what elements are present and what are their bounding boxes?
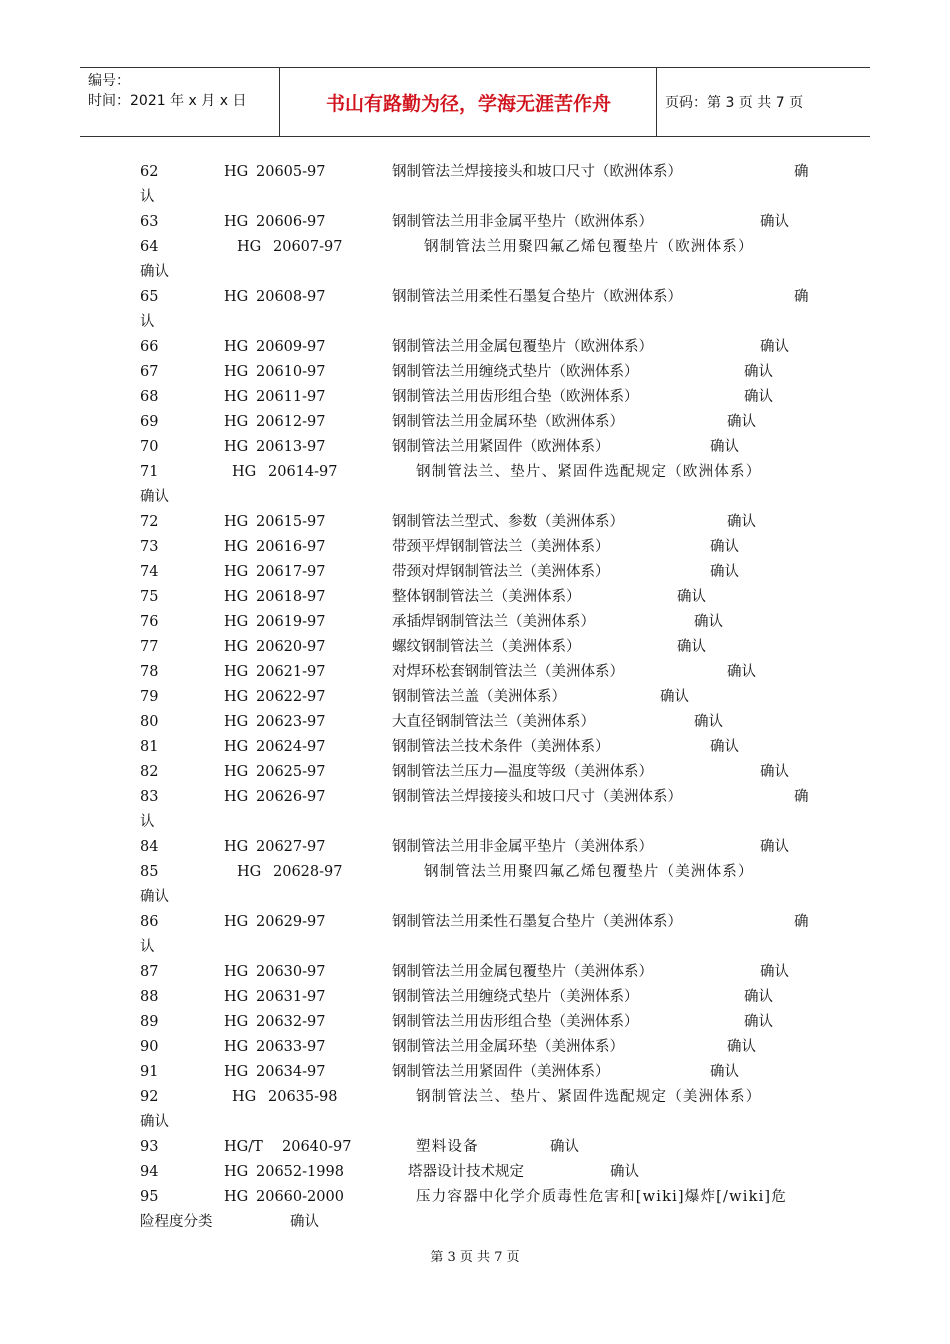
standard-prefix: HG [224, 514, 249, 530]
standard-code: 20630-97 [256, 964, 326, 980]
standard-title: 带颈平焊钢制管法兰（美洲体系） [392, 539, 610, 555]
standard-prefix: HG [232, 1089, 257, 1105]
continuation-text: 确认 [140, 264, 169, 280]
standard-prefix: HG [224, 539, 249, 555]
standard-title: 钢制管法兰用金属环垫（欧洲体系） [392, 414, 624, 430]
item-number: 78 [140, 664, 159, 680]
list-item-continuation [140, 810, 812, 835]
item-number: 75 [140, 589, 159, 605]
standard-code: 20660-2000 [256, 1189, 344, 1205]
standard-code: 20622-97 [256, 689, 326, 705]
item-number: 93 [140, 1139, 159, 1155]
standard-prefix: HG [224, 1039, 249, 1055]
standard-prefix: HG [224, 414, 249, 430]
standard-prefix: HG [224, 614, 249, 630]
item-number: 92 [140, 1089, 159, 1105]
item-number: 71 [140, 464, 159, 480]
item-number: 95 [140, 1189, 159, 1205]
standard-title: 塔器设计技术规定 [408, 1164, 524, 1180]
list-item [140, 1035, 812, 1060]
list-item-continuation [140, 1110, 812, 1135]
standard-title: 钢制管法兰用聚四氟乙烯包覆垫片（美洲体系） [424, 864, 754, 880]
standard-code: 20605-97 [256, 164, 326, 180]
standard-title: 钢制管法兰用缠绕式垫片（欧洲体系） [392, 364, 639, 380]
list-item [140, 235, 812, 285]
standard-title: 大直径钢制管法兰（美洲体系） [392, 714, 595, 730]
list-item [140, 435, 812, 460]
standard-prefix: HG [224, 1064, 249, 1080]
status-label: 确认 [760, 964, 789, 980]
continuation-text: 认 [140, 814, 155, 830]
list-item [140, 835, 812, 860]
standard-title: 带颈对焊钢制管法兰（美洲体系） [392, 564, 610, 580]
status-label: 确认 [710, 539, 739, 555]
standard-code: 20632-97 [256, 1014, 326, 1030]
status-label: 确 [794, 789, 809, 805]
list-item [140, 735, 812, 760]
list-item-row [140, 785, 812, 810]
standard-prefix: HG [224, 914, 249, 930]
standard-prefix: HG/T [224, 1139, 263, 1155]
status-label: 确认 [677, 639, 706, 655]
standard-prefix: HG [224, 1164, 249, 1180]
list-item [140, 960, 812, 985]
standard-title: 钢制管法兰用金属包覆垫片（美洲体系） [392, 964, 653, 980]
standard-prefix: HG [224, 964, 249, 980]
list-item-continuation [140, 485, 812, 510]
item-number: 86 [140, 914, 159, 930]
status-label: 确认 [727, 414, 756, 430]
continuation-text: 确认 [140, 889, 169, 905]
standard-code: 20634-97 [256, 1064, 326, 1080]
standard-title: 压力容器中化学介质毒性危害和[wiki]爆炸[/wiki]危 [416, 1189, 787, 1205]
standard-title: 钢制管法兰、垫片、紧固件选配规定（美洲体系） [416, 1089, 762, 1105]
standard-title: 钢制管法兰焊接接头和坡口尺寸（欧洲体系） [392, 164, 682, 180]
item-number: 81 [140, 739, 159, 755]
standard-prefix: HG [224, 714, 249, 730]
list-item-row [140, 1185, 812, 1210]
list-item-row [140, 510, 812, 535]
list-item-row [140, 1060, 812, 1085]
item-number: 68 [140, 389, 159, 405]
list-item [140, 1160, 812, 1185]
standard-code: 20635-98 [268, 1089, 338, 1105]
standards-list [140, 160, 812, 1235]
standard-code: 20621-97 [256, 664, 326, 680]
list-item-row [140, 610, 812, 635]
status-label: 确认 [290, 1214, 319, 1230]
standard-title: 钢制管法兰用缠绕式垫片（美洲体系） [392, 989, 639, 1005]
standard-prefix: HG [224, 764, 249, 780]
list-item [140, 560, 812, 585]
standard-code: 20614-97 [268, 464, 338, 480]
status-label: 确认 [710, 564, 739, 580]
standard-title: 钢制管法兰焊接接头和坡口尺寸（美洲体系） [392, 789, 682, 805]
standard-title: 螺纹钢制管法兰（美洲体系） [392, 639, 581, 655]
standard-code: 20615-97 [256, 514, 326, 530]
item-number: 70 [140, 439, 159, 455]
item-number: 72 [140, 514, 159, 530]
standard-code: 20629-97 [256, 914, 326, 930]
list-item [140, 760, 812, 785]
item-number: 63 [140, 214, 159, 230]
standard-prefix: HG [224, 689, 249, 705]
status-label: 确认 [744, 389, 773, 405]
list-item [140, 785, 812, 835]
item-number: 83 [140, 789, 159, 805]
list-item-row [140, 335, 812, 360]
list-item-continuation [140, 260, 812, 285]
standard-code: 20627-97 [256, 839, 326, 855]
list-item [140, 1185, 812, 1235]
list-item-row [140, 735, 812, 760]
standard-code: 20610-97 [256, 364, 326, 380]
item-number: 84 [140, 839, 159, 855]
list-item-row [140, 560, 812, 585]
list-item-row [140, 860, 812, 885]
list-item [140, 585, 812, 610]
list-item-row [140, 960, 812, 985]
standard-title: 对焊环松套钢制管法兰（美洲体系） [392, 664, 624, 680]
item-number: 89 [140, 1014, 159, 1030]
list-item-continuation [140, 885, 812, 910]
list-item [140, 460, 812, 510]
header-page-info: 页码：第 3 页 共 7 页 [665, 95, 804, 111]
list-item-row [140, 385, 812, 410]
list-item [140, 910, 812, 960]
doc-number-label: 编号： [88, 73, 130, 89]
list-item [140, 860, 812, 910]
list-item-row [140, 435, 812, 460]
standard-prefix: HG [224, 1189, 249, 1205]
item-number: 79 [140, 689, 159, 705]
standard-prefix: HG [224, 564, 249, 580]
list-item [140, 1135, 812, 1160]
continuation-text: 认 [140, 189, 155, 205]
standard-prefix: HG [224, 789, 249, 805]
standard-prefix: HG [224, 739, 249, 755]
list-item-row [140, 1010, 812, 1035]
list-item [140, 360, 812, 385]
item-number: 62 [140, 164, 159, 180]
standard-title: 整体钢制管法兰（美洲体系） [392, 589, 581, 605]
list-item [140, 1010, 812, 1035]
status-label: 确认 [760, 764, 789, 780]
continuation-text: 认 [140, 939, 155, 955]
list-item-row [140, 160, 812, 185]
status-label: 确 [794, 289, 809, 305]
standard-prefix: HG [224, 289, 249, 305]
list-item-row [140, 660, 812, 685]
status-label: 确认 [694, 614, 723, 630]
standard-title: 钢制管法兰用聚四氟乙烯包覆垫片（欧洲体系） [424, 239, 754, 255]
list-item-row [140, 585, 812, 610]
status-label: 确认 [710, 739, 739, 755]
standard-code: 20628-97 [273, 864, 343, 880]
standard-prefix: HG [224, 214, 249, 230]
standard-title: 钢制管法兰型式、参数（美洲体系） [392, 514, 624, 530]
item-number: 67 [140, 364, 159, 380]
standard-code: 20631-97 [256, 989, 326, 1005]
standard-title: 钢制管法兰、垫片、紧固件选配规定（欧洲体系） [416, 464, 762, 480]
standard-title: 钢制管法兰压力—温度等级（美洲体系） [392, 764, 653, 780]
standard-title: 钢制管法兰用紧固件（欧洲体系） [392, 439, 610, 455]
standard-code: 20619-97 [256, 614, 326, 630]
item-number: 76 [140, 614, 159, 630]
status-label: 确认 [760, 839, 789, 855]
standard-code: 20608-97 [256, 289, 326, 305]
standard-code: 20624-97 [256, 739, 326, 755]
item-number: 77 [140, 639, 159, 655]
continuation-text: 险程度分类 [140, 1214, 213, 1230]
list-item-row [140, 410, 812, 435]
standard-prefix: HG [237, 864, 262, 880]
standard-code: 20606-97 [256, 214, 326, 230]
doc-time-label: 时间：2021 年 x 月 x 日 [88, 93, 247, 109]
item-number: 74 [140, 564, 159, 580]
list-item [140, 1085, 812, 1135]
list-item [140, 635, 812, 660]
standard-title: 钢制管法兰用齿形组合垫（欧洲体系） [392, 389, 639, 405]
list-item-row [140, 635, 812, 660]
list-item [140, 535, 812, 560]
list-item [140, 985, 812, 1010]
standard-prefix: HG [224, 389, 249, 405]
list-item [140, 710, 812, 735]
status-label: 确认 [744, 364, 773, 380]
item-number: 88 [140, 989, 159, 1005]
status-label: 确认 [694, 714, 723, 730]
standard-prefix: HG [224, 589, 249, 605]
status-label: 确 [794, 164, 809, 180]
list-item [140, 410, 812, 435]
status-label: 确认 [610, 1164, 639, 1180]
status-label: 确认 [677, 589, 706, 605]
item-number: 64 [140, 239, 159, 255]
continuation-text: 确认 [140, 1114, 169, 1130]
status-label: 确认 [550, 1139, 579, 1155]
list-item-row [140, 1085, 812, 1110]
standard-code: 20620-97 [256, 639, 326, 655]
standard-code: 20612-97 [256, 414, 326, 430]
standard-code: 20613-97 [256, 439, 326, 455]
status-label: 确认 [760, 214, 789, 230]
standard-prefix: HG [224, 364, 249, 380]
standard-prefix: HG [232, 464, 257, 480]
list-item-continuation [140, 310, 812, 335]
standard-code: 20640-97 [282, 1139, 352, 1155]
standard-title: 钢制管法兰用齿形组合垫（美洲体系） [392, 1014, 639, 1030]
status-label: 确认 [727, 1039, 756, 1055]
header-motto: 书山有路勤为径，学海无涯苦作舟 [281, 68, 657, 136]
list-item-continuation [140, 1210, 812, 1235]
standard-title: 承插焊钢制管法兰（美洲体系） [392, 614, 595, 630]
continuation-text: 确认 [140, 489, 169, 505]
page-header [80, 67, 870, 137]
standard-prefix: HG [224, 1014, 249, 1030]
list-item-row [140, 710, 812, 735]
standard-code: 20616-97 [256, 539, 326, 555]
list-item [140, 160, 812, 210]
item-number: 80 [140, 714, 159, 730]
standard-title: 钢制管法兰用非金属平垫片（欧洲体系） [392, 214, 653, 230]
list-item [140, 510, 812, 535]
header-meta [80, 68, 280, 136]
standard-prefix: HG [224, 339, 249, 355]
standard-title: 钢制管法兰技术条件（美洲体系） [392, 739, 610, 755]
standard-prefix: HG [224, 164, 249, 180]
page-footer: 第 3 页 共 7 页 [430, 1250, 520, 1265]
status-label: 确认 [727, 664, 756, 680]
standard-code: 20625-97 [256, 764, 326, 780]
status-label: 确认 [660, 689, 689, 705]
item-number: 65 [140, 289, 159, 305]
status-label: 确认 [744, 1014, 773, 1030]
standard-title: 钢制管法兰用柔性石墨复合垫片（美洲体系） [392, 914, 682, 930]
standard-title: 塑料设备 [416, 1139, 479, 1155]
list-item [140, 385, 812, 410]
list-item-row [140, 360, 812, 385]
item-number: 73 [140, 539, 159, 555]
standard-code: 20617-97 [256, 564, 326, 580]
item-number: 87 [140, 964, 159, 980]
list-item-row [140, 1135, 812, 1160]
standard-title: 钢制管法兰用紧固件（美洲体系） [392, 1064, 610, 1080]
status-label: 确 [794, 914, 809, 930]
list-item-row [140, 685, 812, 710]
standard-code: 20623-97 [256, 714, 326, 730]
list-item-continuation [140, 935, 812, 960]
item-number: 66 [140, 339, 159, 355]
list-item-row [140, 985, 812, 1010]
list-item [140, 660, 812, 685]
status-label: 确认 [727, 514, 756, 530]
list-item-row [140, 460, 812, 485]
status-label: 确认 [744, 989, 773, 1005]
list-item-row [140, 1035, 812, 1060]
standard-code: 20626-97 [256, 789, 326, 805]
standard-prefix: HG [224, 639, 249, 655]
standard-prefix: HG [224, 439, 249, 455]
list-item [140, 285, 812, 335]
item-number: 82 [140, 764, 159, 780]
standard-title: 钢制管法兰用金属包覆垫片（欧洲体系） [392, 339, 653, 355]
status-label: 确认 [710, 1064, 739, 1080]
status-label: 确认 [710, 439, 739, 455]
standard-code: 20609-97 [256, 339, 326, 355]
item-number: 85 [140, 864, 159, 880]
list-item [140, 335, 812, 360]
standard-code: 20652-1998 [256, 1164, 344, 1180]
list-item [140, 210, 812, 235]
standard-prefix: HG [237, 239, 262, 255]
list-item-row [140, 210, 812, 235]
status-label: 确认 [760, 339, 789, 355]
list-item-row [140, 535, 812, 560]
standard-title: 钢制管法兰用非金属平垫片（美洲体系） [392, 839, 653, 855]
standard-title: 钢制管法兰用金属环垫（美洲体系） [392, 1039, 624, 1055]
standard-code: 20607-97 [273, 239, 343, 255]
item-number: 69 [140, 414, 159, 430]
list-item [140, 685, 812, 710]
list-item-continuation [140, 185, 812, 210]
standard-title: 钢制管法兰用柔性石墨复合垫片（欧洲体系） [392, 289, 682, 305]
list-item-row [140, 760, 812, 785]
list-item-row [140, 1160, 812, 1185]
list-item [140, 1060, 812, 1085]
standard-prefix: HG [224, 664, 249, 680]
standard-code: 20611-97 [256, 389, 326, 405]
item-number: 90 [140, 1039, 159, 1055]
item-number: 94 [140, 1164, 159, 1180]
standard-title: 钢制管法兰盖（美洲体系） [392, 689, 566, 705]
list-item-row [140, 910, 812, 935]
list-item-row [140, 235, 812, 260]
list-item-row [140, 285, 812, 310]
item-number: 91 [140, 1064, 159, 1080]
list-item-row [140, 835, 812, 860]
standard-code: 20618-97 [256, 589, 326, 605]
standard-prefix: HG [224, 989, 249, 1005]
list-item [140, 610, 812, 635]
continuation-text: 认 [140, 314, 155, 330]
standard-code: 20633-97 [256, 1039, 326, 1055]
standard-prefix: HG [224, 839, 249, 855]
